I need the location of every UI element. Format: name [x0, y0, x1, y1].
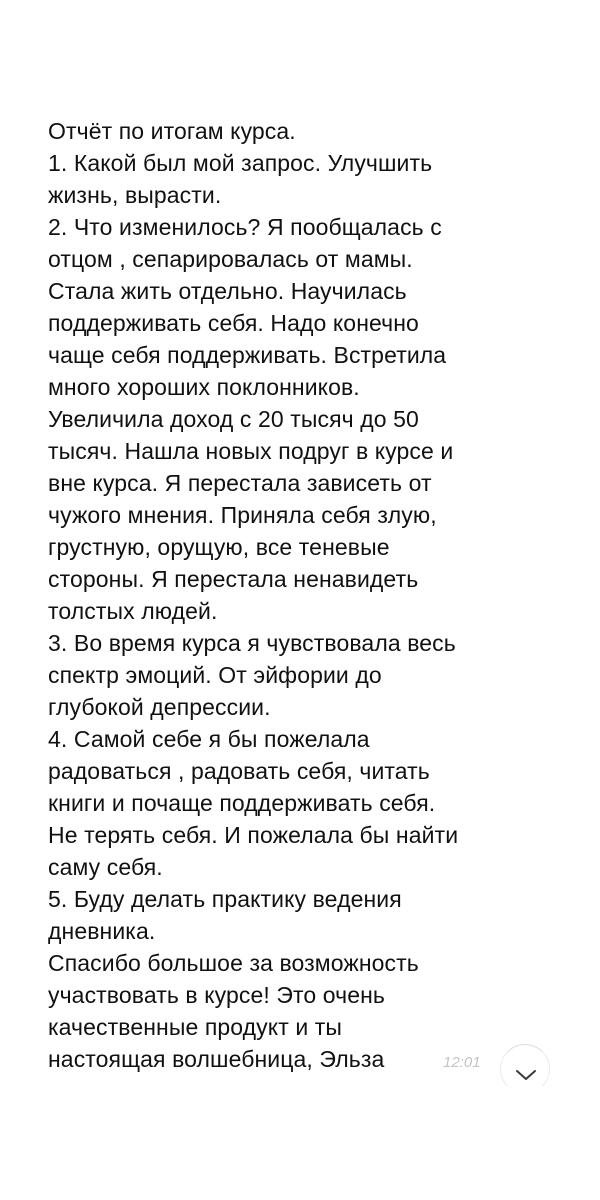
- message-line: 2. Что изменилось? Я пообщалась с: [48, 214, 442, 240]
- message-line: книги и почаще поддерживать себя.: [48, 790, 436, 816]
- message-line: глубокой депрессии.: [48, 694, 271, 720]
- message-options-button[interactable]: [500, 1044, 550, 1094]
- message-line: вне курса. Я перестала зависеть от: [48, 470, 432, 496]
- message-line: толстых людей.: [48, 598, 218, 624]
- message-line: стороны. Я перестала ненавидеть: [48, 566, 419, 592]
- message-line: чужого мнения. Приняла себя злую,: [48, 502, 437, 528]
- message-text: [48, 115, 518, 1075]
- message-line: Не терять себя. И пожелала бы найти: [48, 822, 459, 848]
- message-line: спектр эмоций. От эйфории до: [48, 662, 382, 688]
- message-line: Отчёт по итогам курса.: [48, 118, 296, 144]
- message-line: дневника.: [48, 918, 156, 944]
- message-line: качественные продукт и ты: [48, 1014, 343, 1040]
- message-timestamp: 12:01: [443, 1054, 481, 1071]
- message-line: настоящая волшебница, Эльза: [48, 1046, 385, 1072]
- message-line: отцом , сепарировалась от мамы.: [48, 246, 413, 272]
- message-line: участвовать в курсе! Это очень: [48, 982, 385, 1008]
- message-line: Увеличила доход с 20 тысяч до 50: [48, 406, 419, 432]
- message-line: радоваться , радовать себя, читать: [48, 758, 430, 784]
- message-line: 1. Какой был мой запрос. Улучшить: [48, 150, 433, 176]
- message-line: Стала жить отдельно. Научилась: [48, 278, 407, 304]
- message-line: поддерживать себя. Надо конечно: [48, 310, 419, 336]
- message-line: грустную, орущую, все теневые: [48, 534, 390, 560]
- message-line: саму себя.: [48, 854, 163, 880]
- message-line: чаще себя поддерживать. Встретила: [48, 342, 447, 368]
- message-line: 5. Буду делать практику ведения: [48, 886, 402, 912]
- message-line: много хороших поклонников.: [48, 374, 360, 400]
- message-line: жизнь, вырасти.: [48, 182, 222, 208]
- message-line: Спасибо большое за возможность: [48, 950, 419, 976]
- message-line: 4. Самой себе я бы пожелала: [48, 726, 370, 752]
- chevron-down-icon: [515, 1069, 537, 1081]
- message-line: 3. Во время курса я чувствовала весь: [48, 630, 456, 656]
- message-line: тысяч. Нашла новых подруг в курсе и: [48, 438, 454, 464]
